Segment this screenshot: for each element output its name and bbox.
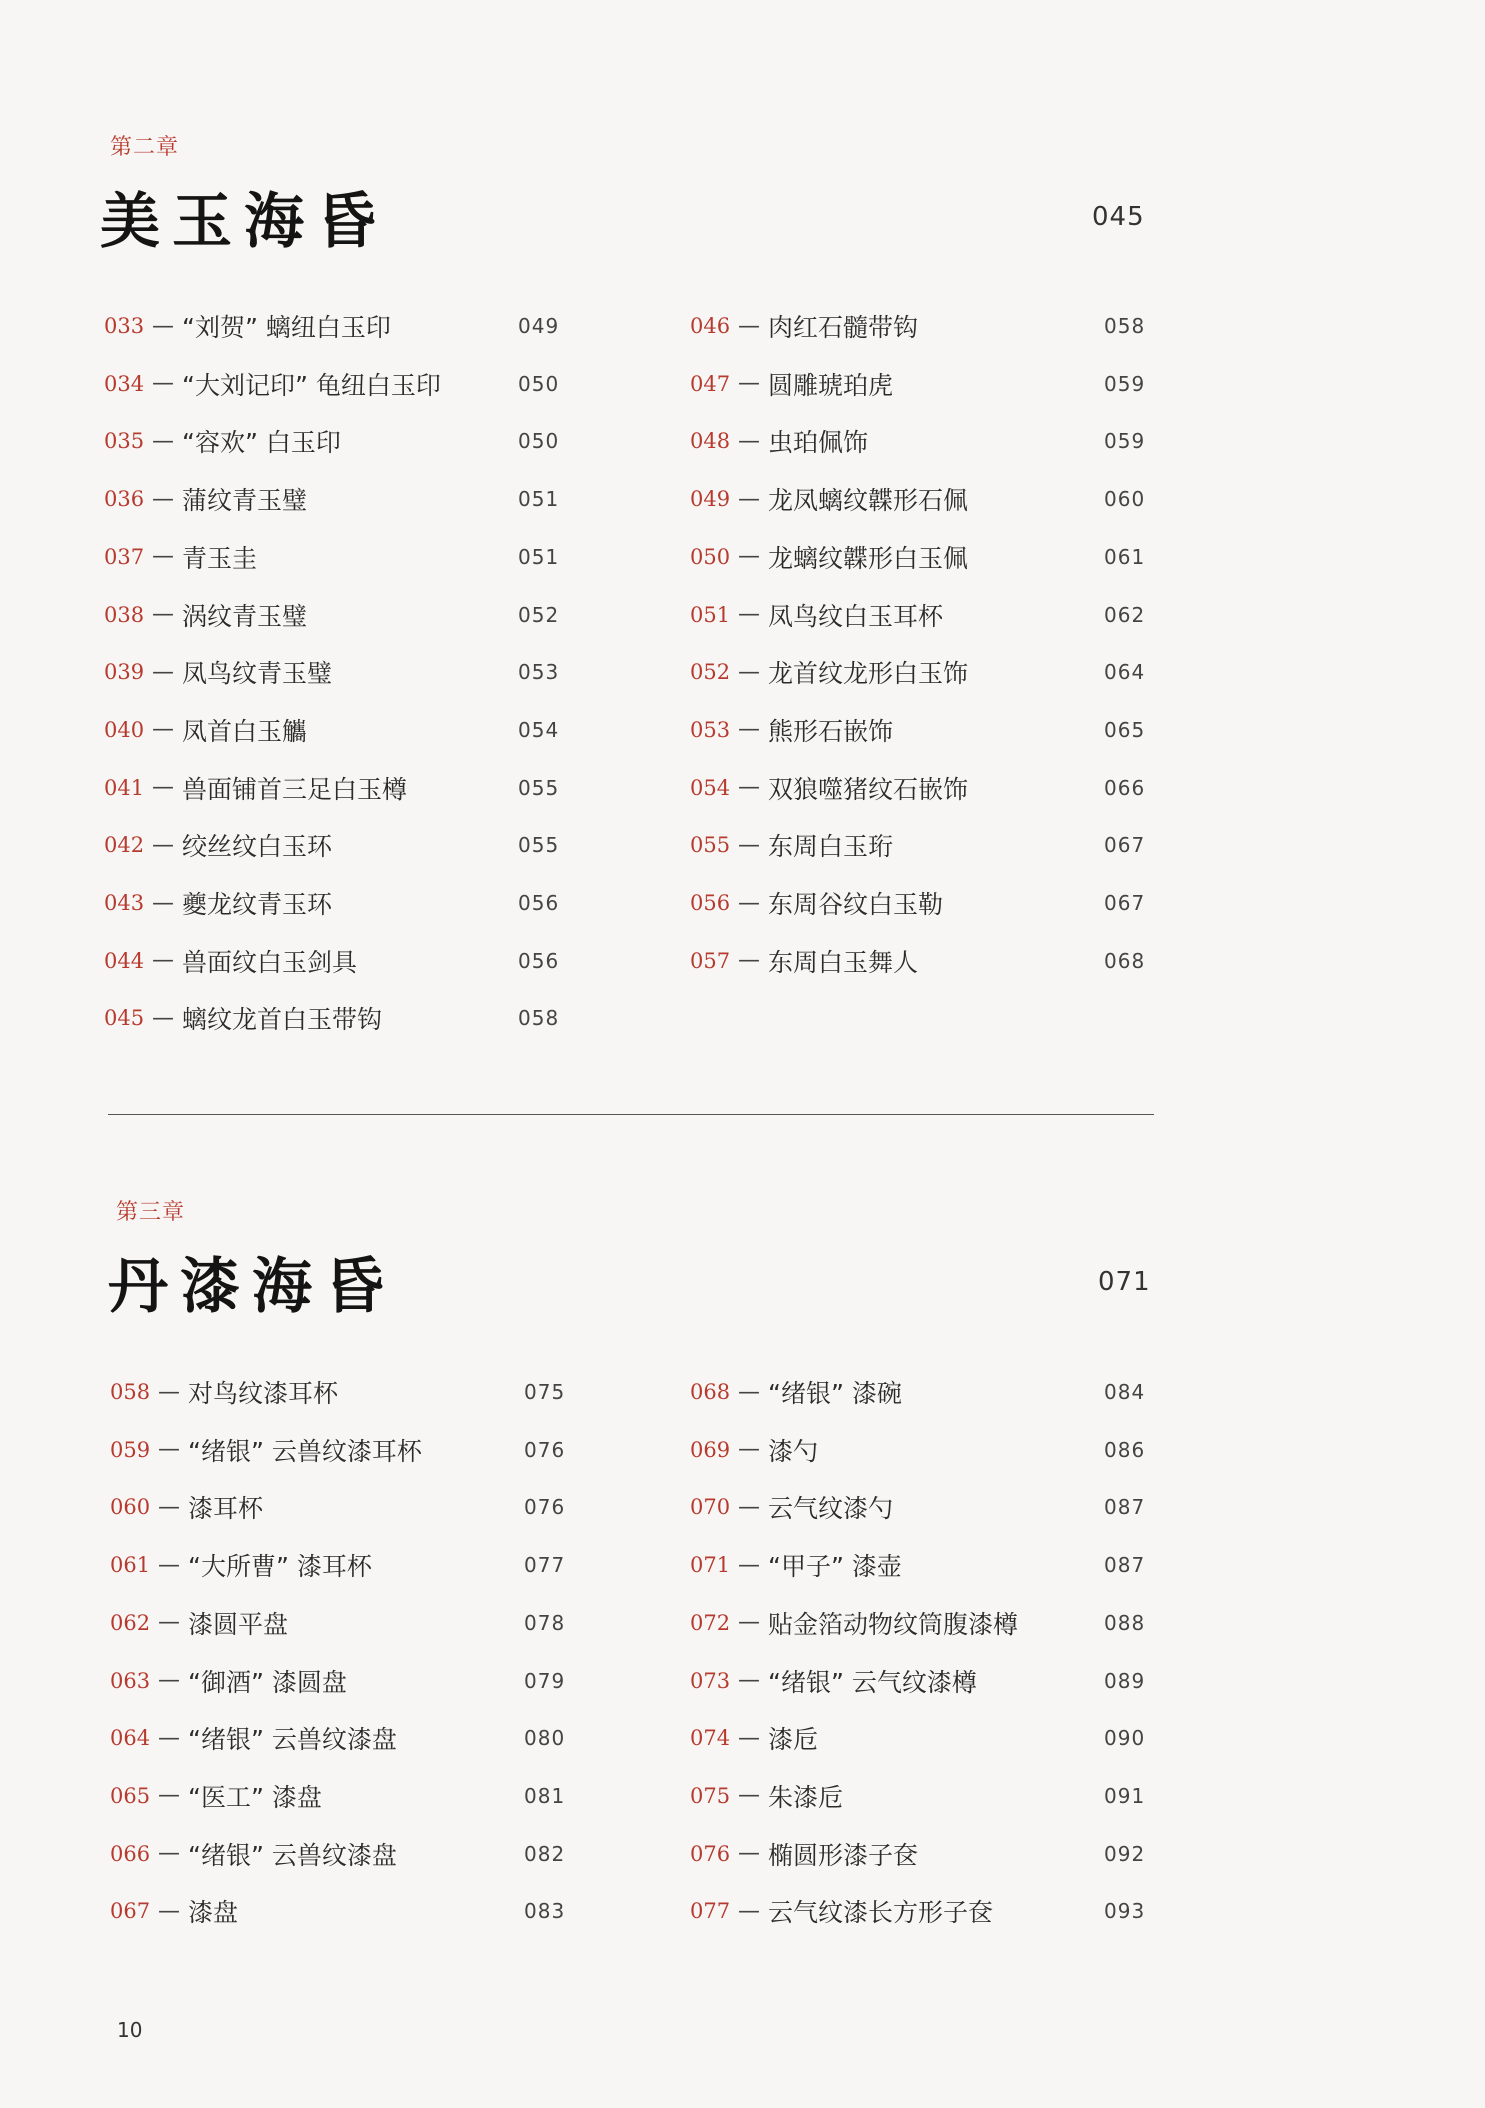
entry-page: 087 <box>1104 1553 1146 1578</box>
entry-page: 059 <box>1104 429 1146 454</box>
entry-title: 青玉圭 <box>182 543 258 573</box>
entry-number: 039 <box>104 660 145 685</box>
entry-page: 059 <box>1104 371 1146 396</box>
entry-page: 054 <box>518 717 560 742</box>
entry-title: 涡纹青玉璧 <box>182 601 308 631</box>
toc-entry <box>690 652 1146 692</box>
entry-title: 龙凤螭纹韘形石佩 <box>768 486 969 516</box>
entry-title: 双狼噬猪纹石嵌饰 <box>768 774 969 804</box>
entry-number: 034 <box>104 371 145 396</box>
entry-number: 056 <box>690 891 731 915</box>
toc-entry <box>690 537 1146 577</box>
entry-page: 065 <box>1104 717 1146 742</box>
entry-dash: — <box>158 1841 180 1867</box>
entry-title: 朱漆卮 <box>768 1782 844 1812</box>
entry-dash: — <box>738 371 760 397</box>
entry-title: 云气纹漆勺 <box>768 1494 894 1524</box>
entry-title: 夔龙纹青玉环 <box>182 890 333 919</box>
entry-number: 036 <box>104 487 145 512</box>
entry-title: 兽面铺首三足白玉樽 <box>182 774 408 804</box>
entry-dash: — <box>158 1552 180 1578</box>
entry-number: 074 <box>690 1726 731 1751</box>
toc-entry <box>104 595 560 635</box>
entry-title: 虫珀佩饰 <box>768 428 869 458</box>
entry-dash: — <box>158 1725 180 1751</box>
entry-title: “绪银” 云兽纹漆盘 <box>188 1725 397 1755</box>
entry-number: 062 <box>110 1610 151 1635</box>
entry-page: 056 <box>518 948 560 973</box>
entry-number: 076 <box>690 1841 731 1866</box>
entry-page: 067 <box>1104 833 1146 858</box>
entry-title: 云气纹漆长方形子奁 <box>768 1898 994 1928</box>
entry-dash: — <box>738 544 760 570</box>
toc-entry <box>690 421 1146 461</box>
entry-dash: — <box>152 659 174 685</box>
entry-title: 漆卮 <box>768 1725 819 1755</box>
entry-dash: — <box>152 775 174 801</box>
toc-entry <box>110 1776 566 1816</box>
entry-number: 043 <box>104 891 145 915</box>
toc-entry <box>690 883 1146 923</box>
entry-title: 东周白玉珩 <box>768 832 894 862</box>
entry-number: 035 <box>104 429 145 454</box>
toc-entry <box>104 883 560 923</box>
entry-dash: — <box>158 1437 180 1463</box>
entry-page: 091 <box>1104 1783 1146 1808</box>
entry-dash: — <box>738 1552 760 1578</box>
entry-page: 053 <box>518 660 560 685</box>
entry-page: 055 <box>518 833 560 858</box>
entry-title: “大刘记印” 龟纽白玉印 <box>182 370 441 400</box>
entry-dash: — <box>738 717 760 743</box>
toc-entry <box>690 768 1146 808</box>
entry-page: 086 <box>1104 1437 1146 1462</box>
entry-page: 079 <box>524 1668 566 1693</box>
toc-entry <box>104 768 560 808</box>
entry-title: “容欢” 白玉印 <box>182 428 341 458</box>
entry-dash: — <box>738 428 760 454</box>
toc-entry <box>690 1487 1146 1527</box>
entry-page: 081 <box>524 1783 566 1808</box>
entry-dash: — <box>152 602 174 627</box>
toc-entry <box>690 1891 1146 1931</box>
entry-dash: — <box>158 1668 180 1693</box>
entry-dash: — <box>738 1841 760 1867</box>
entry-number: 052 <box>690 660 731 685</box>
entry-page: 075 <box>524 1380 566 1404</box>
entry-dash: — <box>152 717 174 743</box>
entry-dash: — <box>738 1725 760 1751</box>
chapter-page-number: 045 <box>1092 202 1145 232</box>
entry-dash: — <box>738 775 760 801</box>
entry-dash: — <box>158 1379 180 1405</box>
entry-number: 033 <box>104 314 145 338</box>
entry-number: 037 <box>104 544 145 569</box>
entry-page: 051 <box>518 487 560 512</box>
toc-entry <box>104 364 560 404</box>
entry-title: 漆圆平盘 <box>188 1609 289 1639</box>
entry-number: 050 <box>690 544 731 569</box>
toc-entry <box>104 652 560 692</box>
toc-entry <box>104 479 560 519</box>
entry-number: 055 <box>690 833 731 858</box>
entry-page: 087 <box>1104 1495 1146 1520</box>
entry-number: 059 <box>110 1437 151 1462</box>
entry-number: 071 <box>690 1553 731 1578</box>
toc-entry <box>690 595 1146 635</box>
entry-page: 056 <box>518 891 560 915</box>
entry-page: 090 <box>1104 1726 1146 1751</box>
entry-number: 045 <box>104 1006 145 1031</box>
toc-entry <box>690 710 1146 750</box>
toc-entry <box>110 1603 566 1643</box>
entry-number: 073 <box>690 1668 731 1693</box>
toc-entry <box>690 1718 1146 1758</box>
entry-page: 060 <box>1104 487 1146 512</box>
entry-title: 凤鸟纹青玉璧 <box>182 659 333 689</box>
entry-number: 063 <box>110 1668 151 1693</box>
entry-page: 092 <box>1104 1841 1146 1866</box>
entry-title: 圆雕琥珀虎 <box>768 370 894 400</box>
entry-title: 漆勺 <box>768 1436 819 1466</box>
entry-page: 068 <box>1104 948 1146 973</box>
entry-number: 049 <box>690 487 731 512</box>
page-folio: 10 <box>117 2018 143 2042</box>
entry-title: “医工” 漆盘 <box>188 1782 322 1812</box>
entry-number: 077 <box>690 1899 731 1924</box>
entry-number: 040 <box>104 717 145 742</box>
toc-entry <box>110 1661 566 1701</box>
entry-title: “甲子” 漆壶 <box>768 1552 902 1582</box>
entry-number: 061 <box>110 1553 151 1578</box>
toc-entry <box>690 825 1146 865</box>
section-divider <box>108 1114 1154 1115</box>
entry-number: 068 <box>690 1380 731 1404</box>
entry-title: 兽面纹白玉剑具 <box>182 947 358 977</box>
entry-dash: — <box>738 313 760 339</box>
entry-page: 088 <box>1104 1610 1146 1635</box>
entry-dash: — <box>738 1379 760 1405</box>
entry-dash: — <box>152 371 174 397</box>
entry-number: 075 <box>690 1783 731 1808</box>
toc-entry <box>110 1430 566 1470</box>
entry-page: 064 <box>1104 660 1146 685</box>
entry-number: 046 <box>690 314 731 338</box>
toc-entry <box>110 1718 566 1758</box>
entry-title: 龙螭纹韘形白玉佩 <box>768 543 969 573</box>
entry-number: 069 <box>690 1437 731 1462</box>
entry-dash: — <box>738 1898 760 1924</box>
entry-number: 067 <box>110 1899 151 1924</box>
entry-dash: — <box>152 890 174 916</box>
entry-title: 绞丝纹白玉环 <box>182 832 333 862</box>
entry-title: 漆盘 <box>188 1898 239 1928</box>
toc-entry <box>110 1372 566 1412</box>
entry-number: 072 <box>690 1610 731 1635</box>
entry-page: 050 <box>518 371 560 396</box>
entry-dash: — <box>152 428 174 454</box>
toc-entry <box>690 1776 1146 1816</box>
entry-title: 螭纹龙首白玉带钩 <box>182 1005 383 1035</box>
entry-title: 贴金箔动物纹筒腹漆樽 <box>768 1609 1019 1639</box>
entry-number: 058 <box>110 1380 151 1404</box>
entry-title: 凤首白玉觿 <box>182 716 308 746</box>
entry-number: 038 <box>104 602 145 627</box>
toc-entry <box>690 1661 1146 1701</box>
toc-entry <box>110 1891 566 1931</box>
toc-entry <box>110 1545 566 1585</box>
toc-entry <box>104 306 560 346</box>
entry-dash: — <box>158 1494 180 1520</box>
entry-page: 051 <box>518 544 560 569</box>
entry-dash: — <box>738 659 760 685</box>
toc-entry <box>104 998 560 1038</box>
toc-entry <box>690 941 1146 981</box>
entry-title: “绪银” 云兽纹漆耳杯 <box>188 1436 422 1466</box>
entry-page: 066 <box>1104 775 1146 800</box>
entry-number: 044 <box>104 948 145 973</box>
entry-title: “绪银” 云气纹漆樽 <box>768 1667 977 1697</box>
entry-dash: — <box>152 948 174 974</box>
entry-page: 077 <box>524 1553 566 1578</box>
entry-page: 061 <box>1104 544 1146 569</box>
toc-entry <box>690 306 1146 346</box>
entry-dash: — <box>738 1494 760 1520</box>
entry-title: “大所曹” 漆耳杯 <box>188 1552 372 1582</box>
entry-number: 066 <box>110 1841 151 1866</box>
entry-page: 052 <box>518 602 560 627</box>
entry-dash: — <box>738 948 760 974</box>
entry-number: 054 <box>690 775 731 800</box>
entry-title: 对鸟纹漆耳杯 <box>188 1379 339 1408</box>
entry-dash: — <box>738 1610 760 1636</box>
entry-number: 065 <box>110 1783 151 1808</box>
entry-page: 093 <box>1104 1899 1146 1924</box>
entry-dash: — <box>152 1005 174 1031</box>
toc-entry <box>104 537 560 577</box>
chapter-title: 美玉海昏 <box>100 187 388 257</box>
entry-title: “刘贺” 螭纽白玉印 <box>182 313 391 342</box>
toc-entry <box>690 1834 1146 1874</box>
entry-dash: — <box>738 1668 760 1693</box>
toc-entry <box>110 1834 566 1874</box>
entry-page: 058 <box>1104 314 1146 338</box>
entry-number: 047 <box>690 371 731 396</box>
entry-title: 漆耳杯 <box>188 1494 264 1524</box>
toc-entry <box>690 479 1146 519</box>
entry-number: 051 <box>690 602 731 627</box>
entry-page: 076 <box>524 1437 566 1462</box>
entry-number: 053 <box>690 717 731 742</box>
entry-dash: — <box>738 832 760 858</box>
entry-dash: — <box>738 486 760 512</box>
entry-page: 084 <box>1104 1380 1146 1404</box>
entry-dash: — <box>152 544 174 570</box>
entry-page: 078 <box>524 1610 566 1635</box>
toc-entry <box>104 825 560 865</box>
entry-dash: — <box>158 1898 180 1924</box>
entry-page: 083 <box>524 1899 566 1924</box>
toc-entry <box>690 1603 1146 1643</box>
entry-title: 东周谷纹白玉勒 <box>768 890 944 919</box>
entry-title: “御酒” 漆圆盘 <box>188 1667 347 1697</box>
entry-page: 082 <box>524 1841 566 1866</box>
entry-title: “绪银” 漆碗 <box>768 1379 902 1408</box>
entry-title: 肉红石髓带钩 <box>768 313 919 342</box>
chapter-title: 丹漆海昏 <box>108 1252 396 1322</box>
entry-dash: — <box>738 1783 760 1809</box>
entry-dash: — <box>738 890 760 916</box>
entry-title: 龙首纹龙形白玉饰 <box>768 659 969 689</box>
chapter-page-number: 071 <box>1098 1267 1151 1297</box>
entry-title: 凤鸟纹白玉耳杯 <box>768 601 944 631</box>
entry-dash: — <box>152 832 174 858</box>
entry-number: 070 <box>690 1495 731 1520</box>
entry-page: 049 <box>518 314 560 338</box>
entry-title: 椭圆形漆子奁 <box>768 1840 919 1870</box>
toc-entry <box>690 364 1146 404</box>
entry-page: 089 <box>1104 1668 1146 1693</box>
entry-page: 067 <box>1104 891 1146 915</box>
toc-entry <box>690 1372 1146 1412</box>
entry-number: 048 <box>690 429 731 454</box>
entry-number: 064 <box>110 1726 151 1751</box>
entry-number: 041 <box>104 775 145 800</box>
entry-number: 042 <box>104 833 145 858</box>
toc-entry <box>104 710 560 750</box>
chapter-label: 第二章 <box>110 135 180 160</box>
entry-title: 蒲纹青玉璧 <box>182 486 308 516</box>
toc-entry <box>690 1545 1146 1585</box>
entry-page: 055 <box>518 775 560 800</box>
toc-entry <box>690 1430 1146 1470</box>
entry-number: 060 <box>110 1495 151 1520</box>
entry-page: 080 <box>524 1726 566 1751</box>
entry-dash: — <box>152 313 174 339</box>
entry-dash: — <box>158 1610 180 1636</box>
entry-page: 050 <box>518 429 560 454</box>
entry-title: “绪银” 云兽纹漆盘 <box>188 1840 397 1870</box>
entry-dash: — <box>158 1783 180 1809</box>
entry-title: 东周白玉舞人 <box>768 947 919 977</box>
entry-dash: — <box>738 602 760 627</box>
entry-page: 062 <box>1104 602 1146 627</box>
entry-dash: — <box>152 486 174 512</box>
entry-dash: — <box>738 1437 760 1463</box>
entry-page: 058 <box>518 1006 560 1031</box>
entry-number: 057 <box>690 948 731 973</box>
entry-title: 熊形石嵌饰 <box>768 716 894 746</box>
toc-entry <box>104 421 560 461</box>
toc-entry <box>104 941 560 981</box>
entry-page: 076 <box>524 1495 566 1520</box>
chapter-label: 第三章 <box>116 1200 186 1225</box>
toc-entry <box>110 1487 566 1527</box>
